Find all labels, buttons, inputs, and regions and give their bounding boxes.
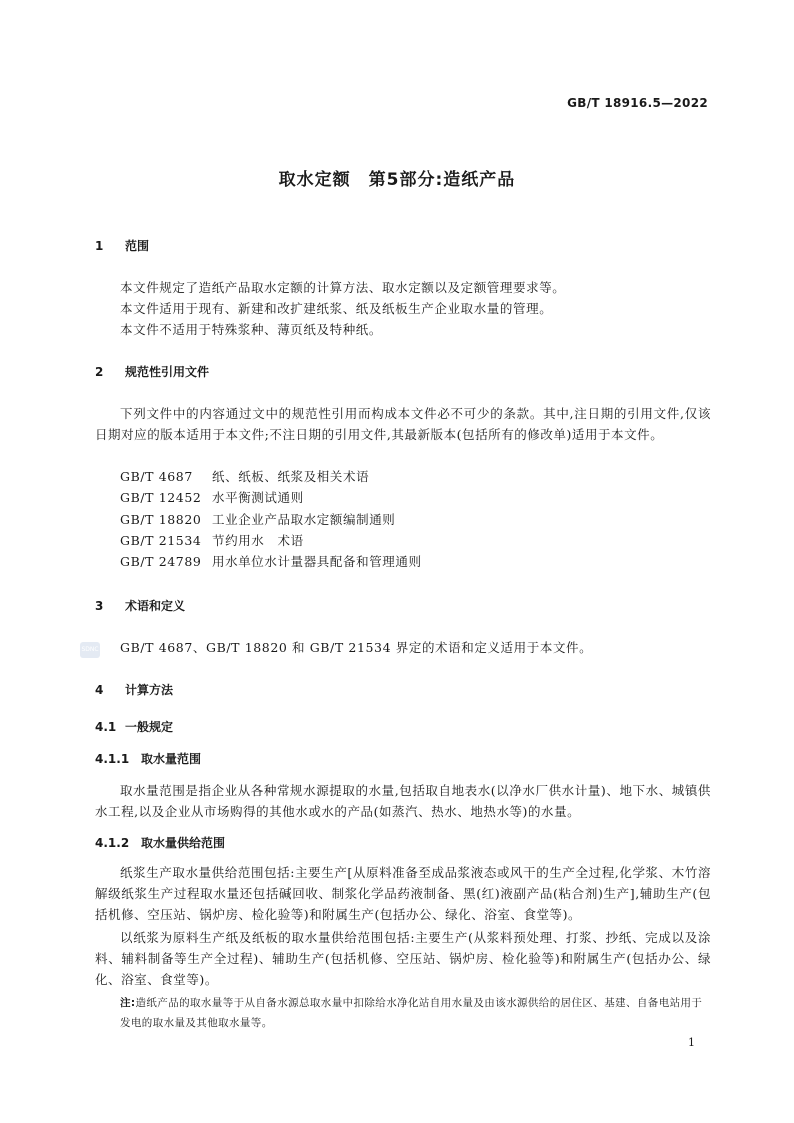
reference-code: GB/T 18820 xyxy=(120,512,202,527)
note xyxy=(120,993,710,1033)
reference-name: 水平衡测试通则 xyxy=(212,490,304,505)
paragraph: 取水量范围是指企业从各种常规水源提取的水量,包括取自地表水(以净水厂供水计量)、地下水、城镇供水工程,以及企业从市场购得的其他水或水的产品(如蒸汽、热水、地热水等)的水量。 xyxy=(95,783,711,819)
subsection-4-1-2-heading xyxy=(95,834,225,851)
section-number: 3 xyxy=(95,599,104,613)
reference-item xyxy=(120,488,304,506)
section-number: 4.1 xyxy=(95,720,117,734)
reference-name: 节约用水 术语 xyxy=(212,533,304,548)
reference-item xyxy=(120,467,369,485)
watermark-logo: SDNC xyxy=(80,642,100,658)
standard-number: GB/T 18916.5—2022 xyxy=(567,96,708,110)
subsection-4-1-heading xyxy=(95,718,173,735)
paragraph: 本文件适用于现有、新建和改扩建纸浆、纸及纸板生产企业取水量的管理。 xyxy=(120,301,553,316)
section-title: 取水量供给范围 xyxy=(141,836,226,850)
reference-code: GB/T 21534 xyxy=(120,533,202,548)
note-text: 造纸产品的取水量等于从自备水源总取水量中扣除给水净化站自用水量及由该水源供给的居住区、基建、自备电站用于发电的取水量及其他取水量等。 xyxy=(120,997,703,1029)
section-number: 4.1.2 xyxy=(95,836,130,850)
section-number: 2 xyxy=(95,365,104,379)
section-4-heading xyxy=(95,681,173,698)
section-title: 计算方法 xyxy=(125,683,174,697)
section-title: 一般规定 xyxy=(125,720,174,734)
section-title: 规范性引用文件 xyxy=(125,365,210,379)
paragraph: 纸浆生产取水量供给范围包括:主要生产[从原料准备至成品浆液态或风干的生产全过程,化学浆、木竹溶解级纸浆生产过程取水量还包括碱回收、制浆化学品药液制备、黑(红)液副产品(粘合剂)生产],辅助生产(包括机修、空压站、锅炉房、检化验等)和附属生产(包括办公、绿化、浴室、食堂等)。 xyxy=(95,865,711,922)
paragraph: GB/T 4687、GB/T 18820 和 GB/T 21534 界定的术语和定义适用于本文件。 xyxy=(120,640,593,655)
reference-name: 纸、纸板、纸浆及相关术语 xyxy=(212,469,370,484)
reference-name: 用水单位水计量器具配备和管理通则 xyxy=(212,554,422,569)
paragraph: 下列文件中的内容通过文中的规范性引用而构成本文件必不可少的条款。其中,注日期的引用文件,仅该日期对应的版本适用于本文件;不注日期的引用文件,其最新版本(包括所有的修改单)适用于本文件。 xyxy=(95,406,711,442)
reference-item xyxy=(120,510,395,528)
reference-code: GB/T 4687 xyxy=(120,469,193,484)
section-number: 4.1.1 xyxy=(95,752,130,766)
section-title: 范围 xyxy=(125,239,150,253)
reference-code: GB/T 24789 xyxy=(120,554,202,569)
reference-name: 工业企业产品取水定额编制通则 xyxy=(212,512,396,527)
section-number: 4 xyxy=(95,683,104,697)
note-label: 注: xyxy=(120,997,136,1009)
section-2-heading xyxy=(95,363,209,380)
document-title: 取水定额 第5部分:造纸产品 xyxy=(278,170,516,190)
subsection-4-1-1-heading xyxy=(95,750,201,767)
paragraph: 本文件不适用于特殊浆种、薄页纸及特种纸。 xyxy=(120,322,383,337)
section-title: 取水量范围 xyxy=(141,752,202,766)
paragraph: 本文件规定了造纸产品取水定额的计算方法、取水定额以及定额管理要求等。 xyxy=(120,280,566,295)
section-number: 1 xyxy=(95,239,104,253)
section-1-heading xyxy=(95,237,149,254)
page-number: 1 xyxy=(688,1036,695,1049)
reference-code: GB/T 12452 xyxy=(120,490,202,505)
section-3-heading xyxy=(95,597,185,614)
paragraph: 以纸浆为原料生产纸及纸板的取水量供给范围包括:主要生产(从浆料预处理、打浆、抄纸、完成以及涂料、辅料制备等生产全过程)、辅助生产(包括机修、空压站、锅炉房、检化验等)和附属生产(包括办公、绿化、浴室、食堂等)。 xyxy=(95,930,711,987)
section-title: 术语和定义 xyxy=(125,599,186,613)
reference-item xyxy=(120,552,422,570)
reference-item xyxy=(120,531,304,549)
